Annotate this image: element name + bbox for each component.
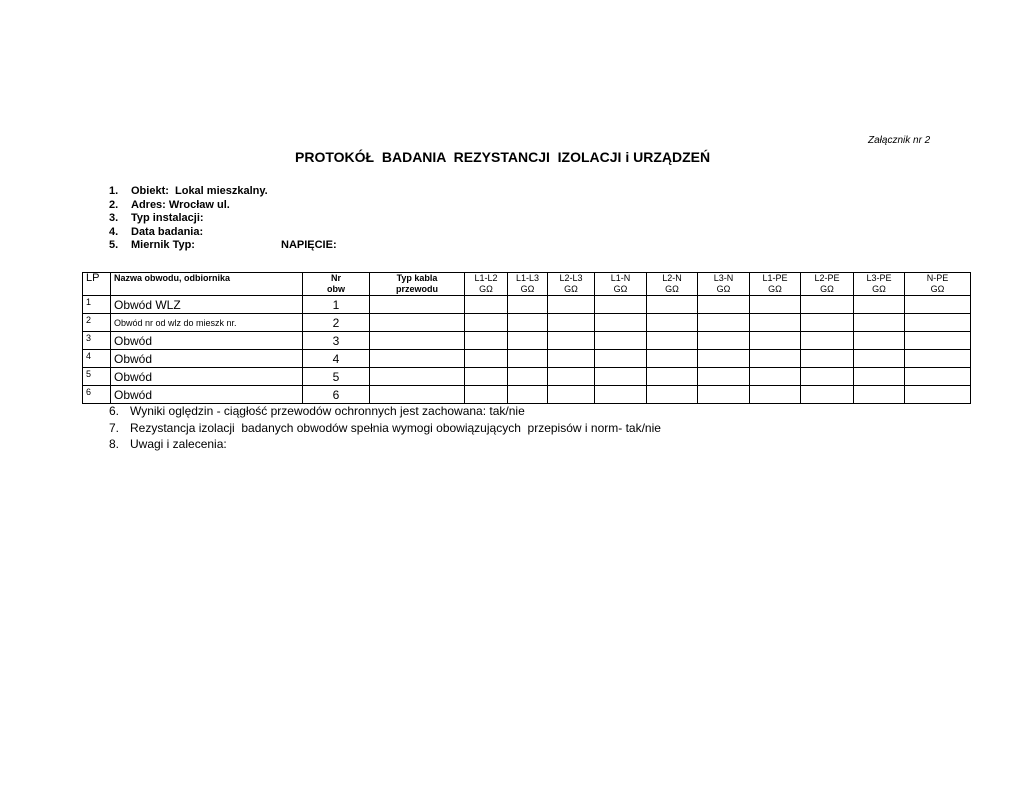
- row-value-cell: [508, 350, 548, 368]
- row-value-cell: [548, 332, 595, 350]
- header-meas-unit: GΩ: [872, 284, 886, 294]
- row-value-cell: [595, 314, 647, 332]
- result-text: Wyniki oględzin - ciągłość przewodów ochronnych jest zachowana: tak/nie: [130, 404, 525, 418]
- row-value-cell: [801, 314, 854, 332]
- row-value-cell: [905, 332, 971, 350]
- header-l1-l2: [465, 273, 508, 296]
- header-meas-label: L1-N: [610, 273, 631, 283]
- result-text: Uwagi i zalecenia:: [130, 437, 227, 451]
- header-meas-unit: GΩ: [613, 284, 628, 294]
- row-value-cell: [465, 332, 508, 350]
- header-meas-label: L1-L3: [515, 273, 540, 283]
- header-l1-pe: [750, 273, 801, 296]
- row-lp: 2: [83, 314, 111, 332]
- row-value-cell: [854, 314, 905, 332]
- row-circuit-name: Obwód: [111, 332, 303, 350]
- header-cable-type: [370, 273, 465, 296]
- info-number: 3.: [109, 212, 119, 224]
- info-number: 2.: [109, 198, 119, 211]
- row-value-cell: [854, 368, 905, 386]
- row-value-cell: [905, 386, 971, 404]
- measurement-table: [82, 272, 971, 404]
- row-value-cell: [465, 314, 508, 332]
- header-meas-label: N-PE: [926, 273, 949, 283]
- row-cable-type-cell: [370, 386, 465, 404]
- header-meas-unit: GΩ: [479, 284, 493, 294]
- result-item-insulation: [109, 420, 661, 437]
- row-value-cell: [508, 314, 548, 332]
- row-circuit-number: 3: [303, 332, 370, 350]
- header-meas-unit: GΩ: [665, 284, 679, 294]
- row-lp: 6: [83, 386, 111, 404]
- header-meas-unit: GΩ: [564, 284, 578, 294]
- header-meas-label: L1-L2: [474, 273, 498, 283]
- table-header-row: [83, 273, 971, 296]
- table-row: [83, 368, 971, 386]
- row-value-cell: [595, 368, 647, 386]
- table-row: [83, 332, 971, 350]
- row-value-cell: [905, 314, 971, 332]
- annex-label: Załącznik nr 2: [868, 135, 931, 146]
- row-circuit-number: 5: [303, 368, 370, 386]
- header-meas-unit: GΩ: [768, 284, 782, 294]
- header-l2-n: [647, 273, 698, 296]
- header-meas-label: L1-PE: [762, 273, 788, 283]
- info-text: Miernik Typ:: [131, 239, 195, 251]
- row-circuit-name: Obwód: [111, 368, 303, 386]
- result-text: Rezystancja izolacji badanych obwodów spełnia wymogi obowiązujących przepisów i norm- tak/nie: [130, 420, 661, 435]
- header-l3-pe: [854, 273, 905, 296]
- header-l1-l3: [508, 273, 548, 296]
- row-value-cell: [750, 368, 801, 386]
- row-value-cell: [854, 386, 905, 404]
- table-row: [83, 350, 971, 368]
- row-circuit-name: Obwód: [111, 386, 303, 404]
- row-value-cell: [465, 296, 508, 314]
- row-value-cell: [854, 296, 905, 314]
- info-text: Typ instalacji:: [131, 212, 204, 224]
- row-value-cell: [508, 296, 548, 314]
- row-value-cell: [905, 296, 971, 314]
- row-value-cell: [801, 296, 854, 314]
- row-value-cell: [854, 350, 905, 368]
- info-item-meter-type: [109, 239, 337, 253]
- voltage-label: NAPIĘCIE:: [281, 239, 337, 251]
- header-meas-label: L2-L3: [559, 273, 583, 283]
- result-item-inspection: [109, 403, 661, 420]
- row-value-cell: [548, 386, 595, 404]
- info-item-object: [109, 185, 268, 199]
- header-circuit-number-top: Nr: [330, 273, 341, 283]
- row-lp: 5: [83, 368, 111, 386]
- table-row: [83, 296, 971, 314]
- row-value-cell: [801, 332, 854, 350]
- row-value-cell: [647, 350, 698, 368]
- row-value-cell: [854, 332, 905, 350]
- row-value-cell: [750, 296, 801, 314]
- row-value-cell: [465, 386, 508, 404]
- header-meas-unit: GΩ: [520, 284, 535, 294]
- info-text: Data badania:: [131, 225, 204, 238]
- info-text: Adres: Wrocław ul.: [131, 198, 230, 211]
- row-value-cell: [750, 332, 801, 350]
- info-number: 1.: [109, 185, 119, 197]
- row-cable-type-cell: [370, 368, 465, 386]
- info-number: 4.: [109, 225, 119, 238]
- header-l2-l3: [548, 273, 595, 296]
- row-value-cell: [801, 386, 854, 404]
- row-circuit-number: 2: [303, 314, 370, 332]
- header-cable-type-top: Typ kabla: [396, 273, 438, 283]
- row-value-cell: [647, 296, 698, 314]
- table-row: [83, 314, 971, 332]
- row-lp: 1: [83, 296, 111, 314]
- row-value-cell: [548, 296, 595, 314]
- row-value-cell: [801, 350, 854, 368]
- row-circuit-name: Obwód WLZ: [111, 296, 303, 314]
- row-circuit-name: Obwód: [111, 350, 303, 368]
- row-value-cell: [698, 314, 750, 332]
- header-meas-label: L3-N: [713, 273, 734, 283]
- header-meas-unit: GΩ: [930, 284, 945, 294]
- row-value-cell: [698, 368, 750, 386]
- header-meas-unit: GΩ: [716, 284, 731, 294]
- row-value-cell: [548, 368, 595, 386]
- row-lp: 3: [83, 332, 111, 350]
- row-lp: 4: [83, 350, 111, 368]
- info-item-test-date: [109, 226, 268, 240]
- info-item-address: [109, 199, 268, 213]
- row-value-cell: [595, 296, 647, 314]
- row-value-cell: [595, 332, 647, 350]
- row-value-cell: [698, 350, 750, 368]
- info-text: Obiekt: Lokal mieszkalny.: [131, 185, 268, 197]
- row-value-cell: [647, 332, 698, 350]
- row-value-cell: [647, 368, 698, 386]
- document-title: PROTOKÓŁ BADANIA REZYSTANCJI IZOLACJI i URZĄDZEŃ: [295, 149, 711, 165]
- header-circuit-name: Nazwa obwodu, odbiornika: [111, 273, 303, 296]
- row-cable-type-cell: [370, 350, 465, 368]
- results-list: [109, 403, 661, 453]
- result-item-remarks: [109, 436, 661, 453]
- header-lp: LP: [83, 273, 111, 296]
- row-value-cell: [698, 296, 750, 314]
- row-value-cell: [698, 386, 750, 404]
- header-l2-pe: [801, 273, 854, 296]
- info-item-installation-type: [109, 212, 268, 226]
- row-circuit-number: 1: [303, 296, 370, 314]
- info-number: 5.: [109, 239, 119, 251]
- row-value-cell: [548, 314, 595, 332]
- row-value-cell: [465, 368, 508, 386]
- row-value-cell: [508, 332, 548, 350]
- row-value-cell: [647, 314, 698, 332]
- row-value-cell: [698, 332, 750, 350]
- header-circuit-number: [303, 273, 370, 296]
- row-cable-type-cell: [370, 314, 465, 332]
- row-value-cell: [750, 350, 801, 368]
- row-value-cell: [548, 350, 595, 368]
- result-number: 8.: [109, 437, 120, 451]
- row-value-cell: [750, 314, 801, 332]
- header-n-pe: [905, 273, 971, 296]
- row-value-cell: [750, 386, 801, 404]
- row-cable-type-cell: [370, 296, 465, 314]
- row-value-cell: [465, 350, 508, 368]
- row-value-cell: [595, 350, 647, 368]
- header-meas-label: L2-PE: [814, 273, 840, 283]
- row-value-cell: [905, 368, 971, 386]
- header-meas-label: L2-N: [662, 273, 682, 283]
- header-meas-unit: GΩ: [820, 284, 834, 294]
- row-value-cell: [508, 368, 548, 386]
- row-value-cell: [647, 386, 698, 404]
- row-value-cell: [801, 368, 854, 386]
- row-value-cell: [905, 350, 971, 368]
- row-cable-type-cell: [370, 332, 465, 350]
- row-value-cell: [595, 386, 647, 404]
- row-value-cell: [508, 386, 548, 404]
- header-cable-type-bottom: przewodu: [396, 284, 438, 294]
- header-l1-n: [595, 273, 647, 296]
- result-number: 7.: [109, 420, 120, 435]
- header-circuit-number-bottom: obw: [327, 284, 345, 294]
- info-list: [109, 185, 337, 253]
- row-circuit-number: 4: [303, 350, 370, 368]
- table-row: [83, 386, 971, 404]
- header-l3-n: [698, 273, 750, 296]
- header-meas-label: L3-PE: [866, 273, 892, 283]
- row-circuit-name: Obwód nr od wlz do mieszk nr.: [111, 314, 303, 332]
- result-number: 6.: [109, 404, 120, 418]
- row-circuit-number: 6: [303, 386, 370, 404]
